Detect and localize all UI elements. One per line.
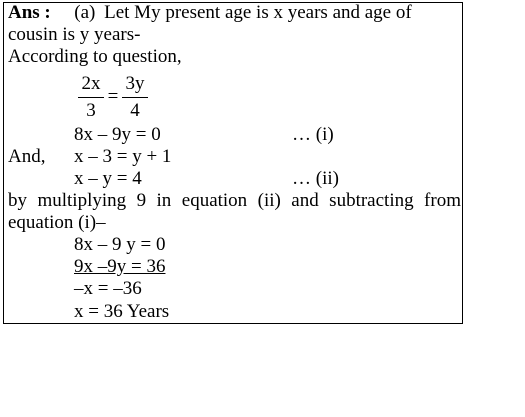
equation-1-ref: … (i) (292, 124, 334, 145)
left-numerator: 2x (81, 73, 101, 94)
fraction-equals: = (107, 86, 119, 107)
equation-2: x – y = 4 (74, 168, 142, 189)
equation-and: x – 3 = y + 1 (74, 146, 172, 167)
multiply-line-1: by multiplying 9 in equation (ii) and subtracting from (8, 190, 461, 211)
according-line: According to question, (8, 46, 182, 67)
step-3: –x = –36 (74, 278, 142, 299)
intro-line-1 (8, 2, 461, 24)
intro-line-2: cousin is y years- (8, 24, 141, 45)
right-denominator: 4 (130, 100, 140, 121)
equation-1: 8x – 9y = 0 (74, 124, 161, 145)
left-denominator: 3 (86, 100, 96, 121)
intro-text: Let My present age is x years and age of (104, 2, 412, 23)
right-fraction-bar (122, 97, 148, 98)
multiply-line-2: equation (i)– (8, 212, 106, 233)
result: x = 36 Years (74, 301, 170, 322)
equation-2-ref: … (ii) (292, 168, 339, 189)
step-1: 8x – 9 y = 0 (74, 234, 166, 255)
step-2: 9x –9y = 36 (74, 256, 166, 277)
right-numerator: 3y (125, 73, 145, 94)
part-label: (a) (74, 2, 96, 23)
and-label: And, (8, 146, 46, 167)
answer-label: Ans : (8, 2, 51, 23)
